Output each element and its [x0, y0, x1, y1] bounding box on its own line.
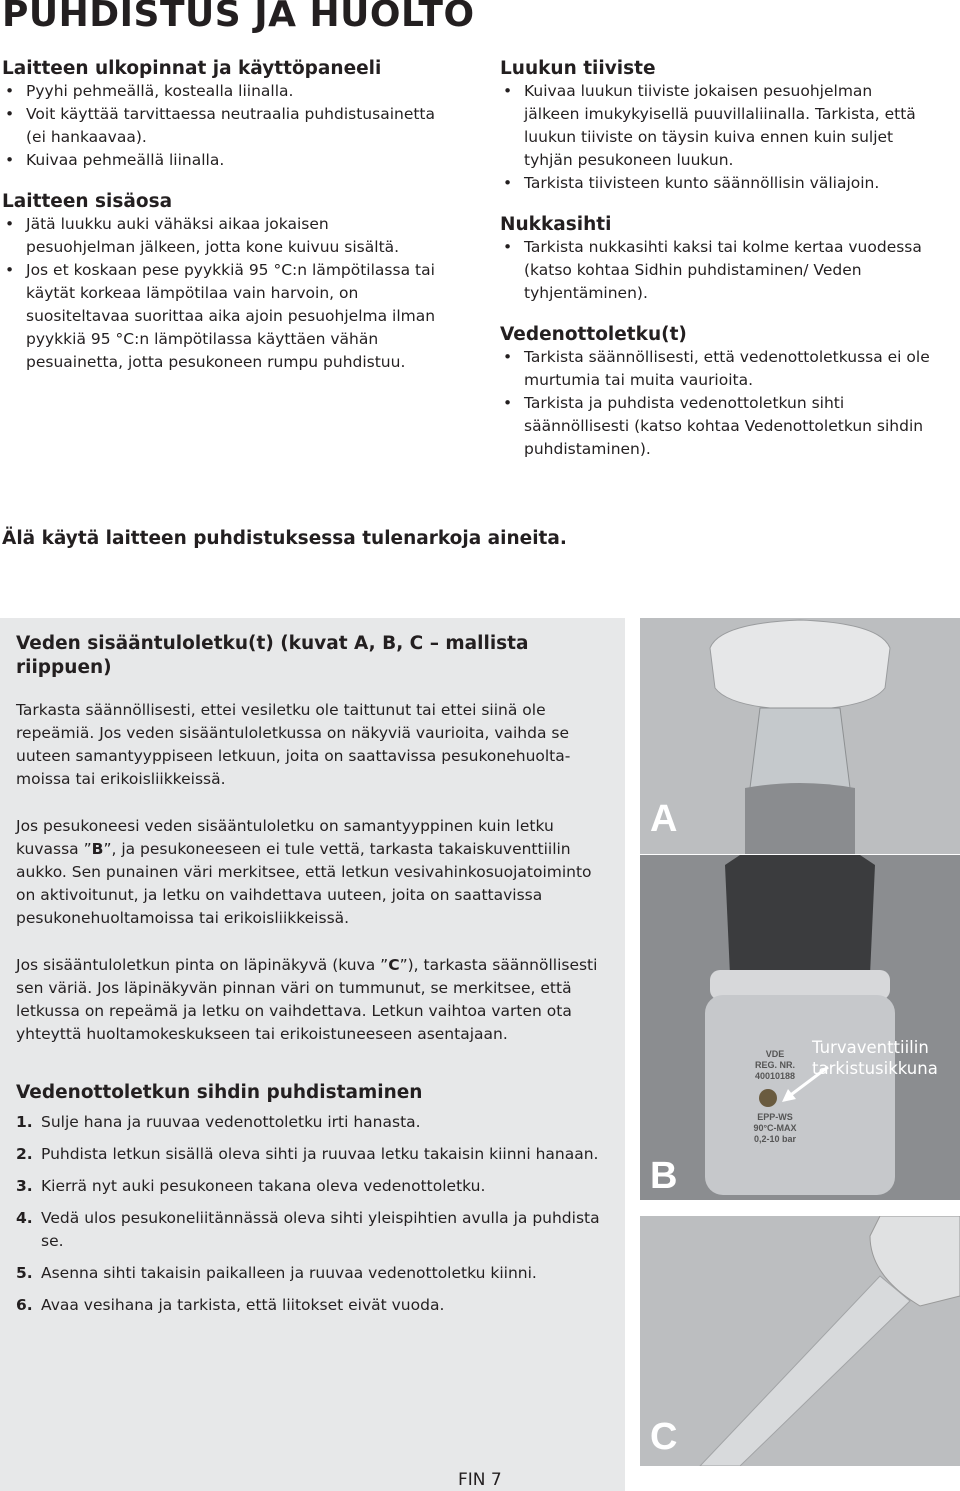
- step-item: 6. Avaa vesihana ja tarkista, että liitokset eivät vuoda.: [16, 1296, 445, 1314]
- step-item: 2. Puhdista letkun sisällä oleva sihti ja ruuvaa letku takaisin kiinni hanaan.: [16, 1145, 599, 1163]
- exterior-list: [2, 80, 442, 172]
- step-item: 3. Kierrä nyt auki pesukoneen takana oleva vedenottoletku.: [16, 1177, 486, 1195]
- step-item: 5. Asenna sihti takaisin paikalleen ja ruuvaa vedenottoletku kiinni.: [16, 1264, 537, 1282]
- panel-paragraph-2: Jos pesukoneesi veden sisääntuloletku on samantyyppinen kuin letku kuvassa ”B”, ja pesukoneeseen ei tule vettä, tarkasta takaiskuventtiilin aukko. Sen punainen väri merkitsee, että letkun vesivahinkosuojatoiminto on aktivoitunut, ja letku on vaihdettava uuteen, joita on saattavissa pesukonehuoltamoissa tai erikoisliikkeissä.: [16, 817, 592, 927]
- interior-list: [2, 213, 442, 374]
- photo-label-b: B: [650, 1155, 678, 1197]
- valve-label: VDE REG. NR. 40010188 EPP-WS 90°C-MAX 0,2-10 bar: [753, 1049, 797, 1144]
- right-column: [500, 58, 930, 461]
- filter-cleaning-steps: [16, 1111, 606, 1317]
- panel-paragraph-3: Jos sisääntuloletkun pinta on läpinäkyvä (kuva ”C”), tarkasta säännöllisesti sen väriä. Jos läpinäkyvän pinnan väri on tummunut, se merkitsee, että letkussa on repeämä ja letku on vaihdettava. Letkun vaihtoa varten ota yhteyttä huoltamokeskukseen tai erikoistuneeseen asentajaan.: [16, 956, 598, 1043]
- list-item: • Pyyhi pehmeällä, kostealla liinalla.: [2, 80, 442, 103]
- inlet-hose-list: [500, 346, 930, 461]
- section-title-inlet-hose: Vedenottoletku(t): [500, 324, 687, 345]
- valve-window-callout: Turvaventtiilin tarkistusikkuna: [812, 1038, 938, 1078]
- page-title: PUHDISTUS JA HUOLTO: [2, 0, 475, 35]
- filter-cleaning-title: Vedenottoletkun sihdin puhdistaminen: [16, 1082, 423, 1103]
- section-title-door-seal: Luukun tiiviste: [500, 58, 656, 79]
- left-column: [2, 58, 442, 374]
- list-item: • Kuivaa luukun tiiviste jokaisen pesuohjelman jälkeen imukykyisellä puuvillaliinalla. Tarkista, että luukun tiiviste on täysin kuiva ennen kuin suljet tyhjän pesukoneen luukun.: [500, 80, 930, 172]
- section-title-exterior: Laitteen ulkopinnat ja käyttöpaneeli: [2, 58, 382, 79]
- door-seal-list: [500, 80, 930, 195]
- section-title-lint-filter: Nukkasihti: [500, 214, 612, 235]
- list-item: • Jos et koskaan pese pyykkiä 95 °C:n lämpötilassa tai käytät korkeaa lämpötilaa vain harvoin, on suositeltavaa suorittaa aika ajoin pesuohjelma ilman pyykkiä 95 °C:n lämpötilassa käyttäen vähän pesuainetta, jotta pesukoneen rumpu puhdistuu.: [2, 259, 442, 374]
- list-item: • Tarkista tiivisteen kunto säännöllisin väliajoin.: [500, 172, 930, 195]
- photo-c-transparent-hose: [640, 1216, 960, 1466]
- inlet-hose-panel: [0, 618, 625, 1491]
- list-item: • Voit käyttää tarvittaessa neutraalia puhdistusainetta (ei hankaavaa).: [2, 103, 442, 149]
- warning-text: Älä käytä laitteen puhdistuksessa tulenarkoja aineita.: [2, 528, 567, 549]
- panel-title: Veden sisääntuloletku(t) (kuvat A, B, C – mallista riippuen): [16, 633, 529, 678]
- list-item: • Tarkista säännöllisesti, että vedenottoletkussa ei ole murtumia tai muita vaurioita.: [500, 346, 930, 392]
- lint-filter-list: [500, 236, 930, 305]
- list-item: • Kuivaa pehmeällä liinalla.: [2, 149, 442, 172]
- page-number: FIN 7: [458, 1470, 502, 1490]
- step-item: 4. Vedä ulos pesukoneliitännässä oleva sihti yleispihtien avulla ja puhdista se.: [16, 1209, 600, 1250]
- photo-a-hose-connector: [640, 618, 960, 854]
- photo-label-a: A: [650, 798, 678, 840]
- section-title-interior: Laitteen sisäosa: [2, 191, 173, 212]
- list-item: • Jätä luukku auki vähäksi aikaa jokaisen pesuohjelman jälkeen, jotta kone kuivuu sisältä.: [2, 213, 442, 259]
- list-item: • Tarkista ja puhdista vedenottoletkun sihti säännöllisesti (katso kohtaa Vedenottoletkun sihdin puhdistaminen).: [500, 392, 930, 461]
- step-item: 1. Sulje hana ja ruuvaa vedenottoletku irti hanasta.: [16, 1113, 421, 1131]
- list-item: • Tarkista nukkasihti kaksi tai kolme kertaa vuodessa (katso kohtaa Sidhin puhdistaminen/ Veden tyhjentäminen).: [500, 236, 930, 305]
- panel-paragraph-1: Tarkasta säännöllisesti, ettei vesiletku ole taittunut tai ettei siinä ole repeämiä. Jos veden sisääntuloletkussa on näkyviä vaurioita, vaihda se uuteen samantyyppiseen letkuun, joita on saattavissa pesukonehuolta-moissa tai erikoisliikkeissä.: [16, 701, 571, 788]
- photo-label-c: C: [650, 1416, 678, 1458]
- photo-b-safety-valve: [640, 855, 960, 1200]
